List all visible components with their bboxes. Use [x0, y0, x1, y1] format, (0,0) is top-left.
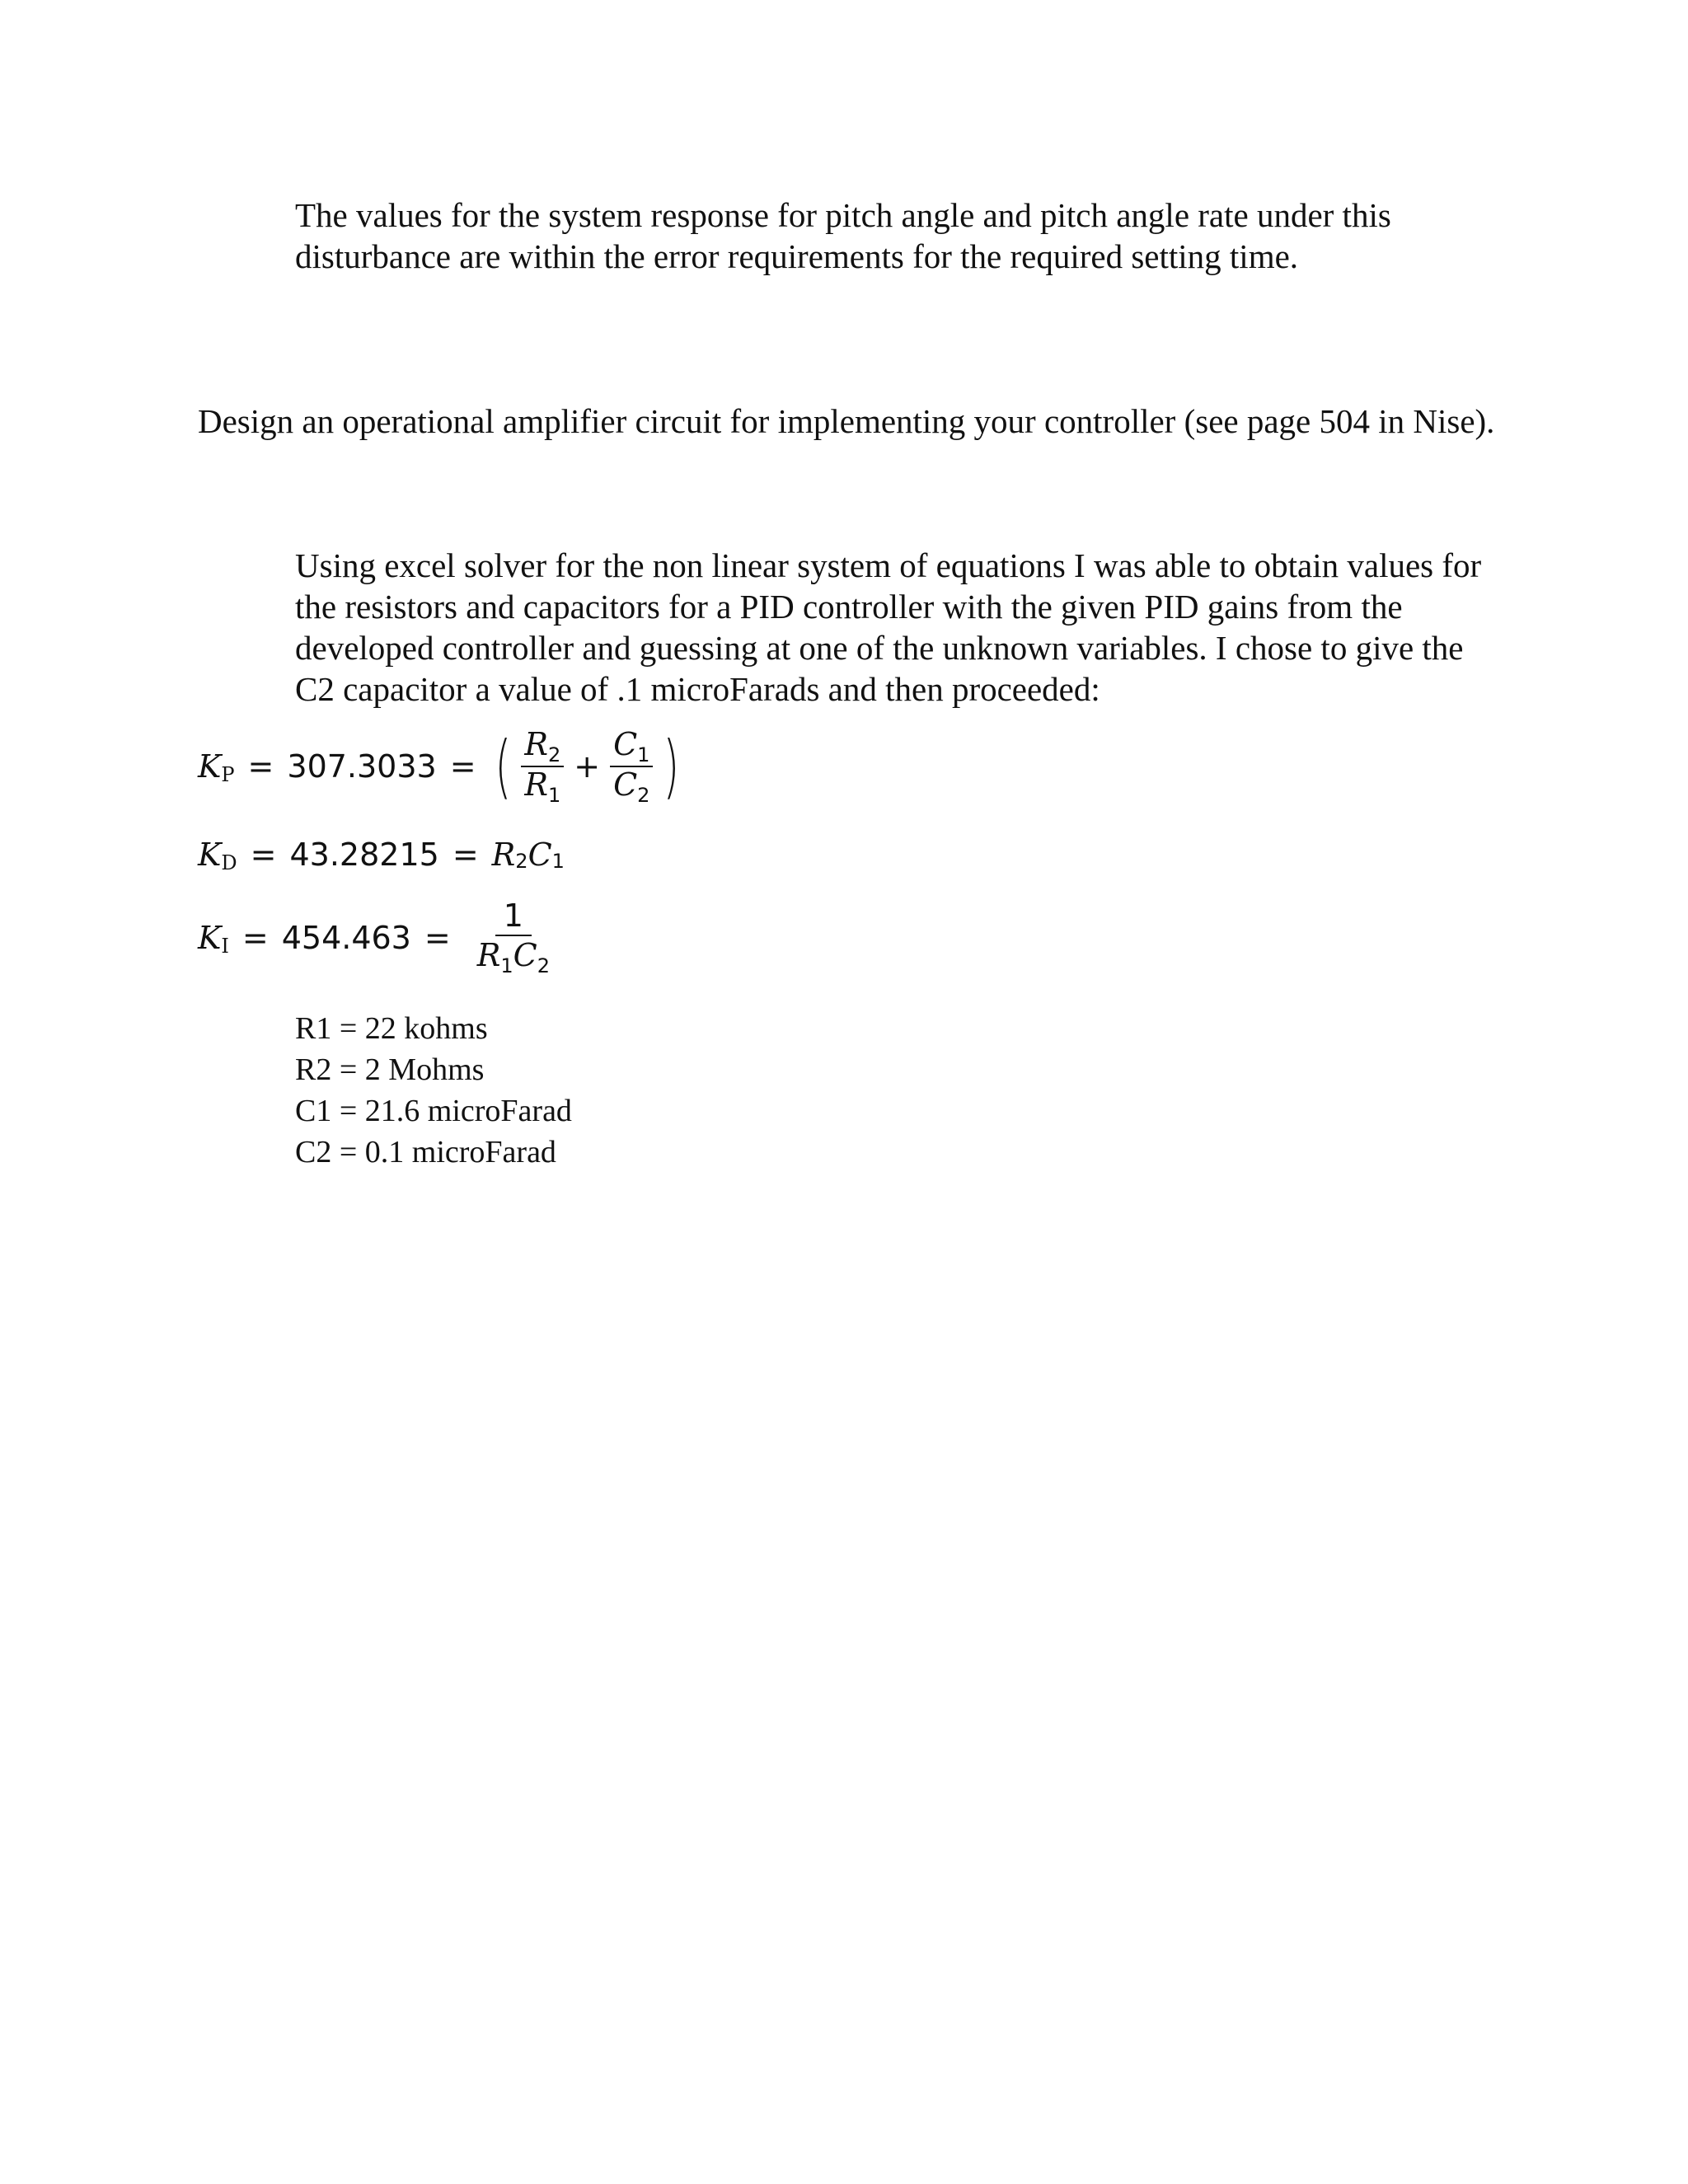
fraction-r2-over-r1: [521, 727, 564, 806]
kd-subscript: D: [221, 851, 237, 874]
subscript: 2: [515, 850, 528, 873]
subscript: 1: [637, 743, 650, 766]
kd-value: 43.28215: [289, 837, 439, 873]
r-symbol: R: [491, 837, 516, 873]
equals-sign: =: [250, 837, 277, 873]
ki-symbol: K: [198, 919, 222, 956]
r-symbol: R: [524, 726, 548, 762]
equation-kp: [198, 727, 685, 806]
equation-kd: [198, 837, 565, 873]
component-values: [295, 1008, 572, 1173]
ki-value: 454.463: [281, 919, 411, 956]
r-symbol: R: [524, 766, 548, 803]
design-question: Design an operational amplifier circuit for implementing your controller (see page 504 in Nise).: [198, 402, 1495, 440]
equals-sign: =: [452, 837, 479, 873]
c-symbol: C: [528, 837, 552, 873]
c-symbol: C: [613, 726, 638, 762]
subscript: 1: [551, 850, 565, 873]
numerator: 1: [495, 897, 532, 936]
equals-sign: =: [247, 748, 274, 785]
denominator: [469, 936, 558, 978]
subscript: 2: [637, 784, 650, 807]
component-value-c1: C1 = 21.6 microFarad: [295, 1094, 572, 1128]
subscript: 2: [537, 954, 550, 977]
component-value-r1: R1 = 22 kohms: [295, 1011, 488, 1046]
close-paren: ): [663, 726, 680, 807]
kp-subscript: P: [221, 763, 235, 786]
ki-subscript: I: [221, 934, 229, 958]
equals-sign: =: [424, 919, 451, 956]
text-line: disturbance are within the error requirements for the required setting time.: [295, 237, 1299, 275]
fraction-c1-over-c2: [610, 727, 653, 806]
c-symbol: C: [513, 937, 537, 973]
plus-sign: +: [574, 748, 601, 785]
subscript: 1: [547, 784, 561, 807]
fraction-one-over-r1c2: [469, 897, 558, 978]
text-line: The values for the system response for pitch angle and pitch angle rate under this: [295, 196, 1391, 234]
numerator: [610, 727, 653, 767]
paragraph-solver-method: [295, 545, 1481, 710]
text-line: developed controller and guessing at one of the unknown variables. I chose to give the: [295, 629, 1464, 667]
kp-value: 307.3033: [287, 748, 437, 785]
component-value-r2: R2 = 2 Mohms: [295, 1052, 485, 1087]
numerator: [521, 727, 564, 767]
text-line: Using excel solver for the non linear system of equations I was able to obtain values for: [295, 546, 1482, 584]
equation-ki: [198, 897, 563, 978]
paragraph-disturbance-result: [295, 194, 1391, 277]
equals-sign: =: [449, 748, 476, 785]
equals-sign: =: [241, 919, 269, 956]
subscript: 1: [500, 954, 513, 977]
r-symbol: R: [476, 937, 501, 973]
denominator: [521, 767, 564, 806]
component-value-c2: C2 = 0.1 microFarad: [295, 1135, 556, 1169]
subscript: 2: [547, 743, 561, 766]
text-line: the resistors and capacitors for a PID controller with the given PID gains from the: [295, 588, 1403, 626]
kd-symbol: K: [198, 837, 222, 873]
denominator: [610, 767, 653, 806]
c-symbol: C: [613, 766, 638, 803]
open-paren: (: [495, 726, 511, 807]
text-line: C2 capacitor a value of .1 microFarads and then proceeded:: [295, 670, 1100, 708]
kp-symbol: K: [198, 748, 222, 785]
